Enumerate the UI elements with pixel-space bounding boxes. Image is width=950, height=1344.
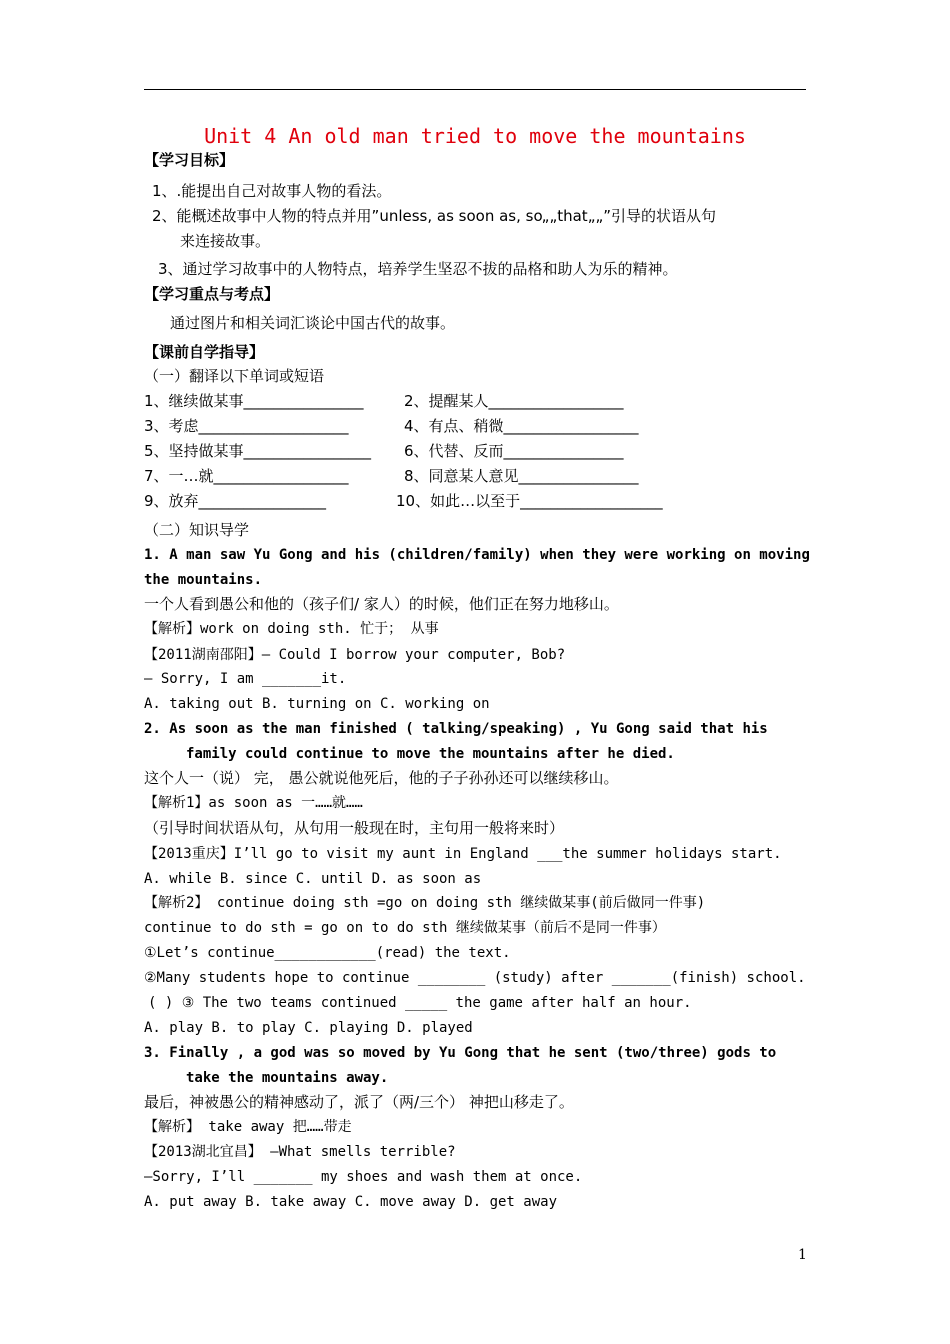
line-s2g: A. while B. since C. until D. as soon as: [144, 871, 482, 887]
line-s2j: ①Let’s continue____________(read) the text.: [144, 945, 511, 961]
line-s3g: A. put away B. take away C. move away D. get away: [144, 1194, 558, 1210]
line-s3e: 【2013湖北宜昌】 —What smells terrible?: [144, 1144, 456, 1160]
line-s1d: 【解析】work on doing sth. 忙于； 从事: [144, 621, 439, 637]
line-s3f: —Sorry, I’ll _______ my shoes and wash them at once.: [144, 1169, 583, 1185]
line-s2i: continue to do sth = go on to do sth 继续做某事（前后不是同一件事）: [144, 920, 666, 936]
line-goal-1: 1、.能提出自己对故事人物的看法。: [152, 182, 392, 200]
line-goal-2: 2、能概述故事中人物的特点并用”unless, as soon as, so„„that„„”引导的状语从句: [152, 207, 717, 225]
line-s2k: ②Many students hope to continue ________ (study) after _______(finish) school.: [144, 970, 806, 986]
line-s3c: 最后，神被愚公的精神感动了，派了（两/三个） 神把山移走了。: [144, 1093, 574, 1111]
line-v10: 10、如此…以至于___________________: [396, 492, 663, 510]
line-h-focus: 【学习重点与考点】: [144, 285, 280, 303]
line-focus-1: 通过图片和相关词汇谈论中国古代的故事。: [170, 314, 456, 332]
line-s3a: 3. Finally , a god was so moved by Yu Gong that he sent (two/three) gods to: [144, 1045, 777, 1061]
line-s2h: 【解析2】 continue doing sth =go on doing sth 继续做某事(前后做同一件事): [144, 895, 706, 911]
line-s1b: the mountains.: [144, 572, 263, 588]
line-s2m: A. play B. to play C. playing D. played: [144, 1020, 473, 1036]
line-s2d: 【解析1】as soon as 一……就……: [144, 795, 363, 811]
line-v2: 2、提醒某人__________________: [404, 392, 624, 410]
page-title: Unit 4 An old man tried to move the mountains: [204, 124, 746, 148]
line-v5: 5、坚持做某事_________________: [144, 442, 372, 460]
line-v6: 6、代替、反而________________: [404, 442, 624, 460]
line-s1g: A. taking out B. turning on C. working on: [144, 696, 490, 712]
line-s1e: 【2011湖南邵阳】— Could I borrow your computer, Bob?: [144, 647, 566, 663]
line-s2e: （引导时间状语从句，从句用一般现在时，主句用一般将来时）: [144, 819, 565, 837]
line-goal-2b: 来连接故事。: [180, 232, 271, 250]
line-s2b: family could continue to move the mountains after he died.: [186, 746, 675, 762]
line-v7: 7、一…就__________________: [144, 467, 349, 485]
line-s1f: — Sorry, I am _______it.: [144, 671, 347, 687]
line-v1: 1、继续做某事________________: [144, 392, 364, 410]
line-s2a: 2. As soon as the man finished ( talking/speaking) , Yu Gong said that his: [144, 721, 768, 737]
line-s2c: 这个人一（说） 完， 愚公就说他死后，他的子子孙孙还可以继续移山。: [144, 769, 619, 787]
line-s1a: 1. A man saw Yu Gong and his (children/family) when they were working on moving: [144, 547, 810, 563]
line-v9: 9、放弃_________________: [144, 492, 327, 510]
line-s2l: ( ) ③ The two teams continued _____ the game after half an hour.: [148, 995, 692, 1011]
line-s3d: 【解析】 take away 把……带走: [144, 1119, 352, 1135]
line-v4: 4、有点、稍微__________________: [404, 417, 639, 435]
line-v3: 3、考虑____________________: [144, 417, 349, 435]
line-part-2: （二）知识导学: [144, 521, 250, 539]
header-rule: [144, 89, 806, 90]
line-s1c: 一个人看到愚公和他的（孩子们/ 家人）的时候，他们正在努力地移山。: [144, 595, 619, 613]
line-part-1: （一）翻译以下单词或短语: [144, 367, 325, 385]
line-h-goals: 【学习目标】: [144, 151, 235, 169]
line-s3b: take the mountains away.: [186, 1070, 389, 1086]
line-h-guide: 【课前自学指导】: [144, 343, 265, 361]
line-v8: 8、同意某人意见________________: [404, 467, 639, 485]
line-s2f: 【2013重庆】I’ll go to visit my aunt in England ___the summer holidays start.: [144, 846, 782, 862]
page-number: 1: [798, 1247, 807, 1263]
line-goal-3: 3、通过学习故事中的人物特点，培养学生坚忍不拔的品格和助人为乐的精神。: [158, 260, 678, 278]
